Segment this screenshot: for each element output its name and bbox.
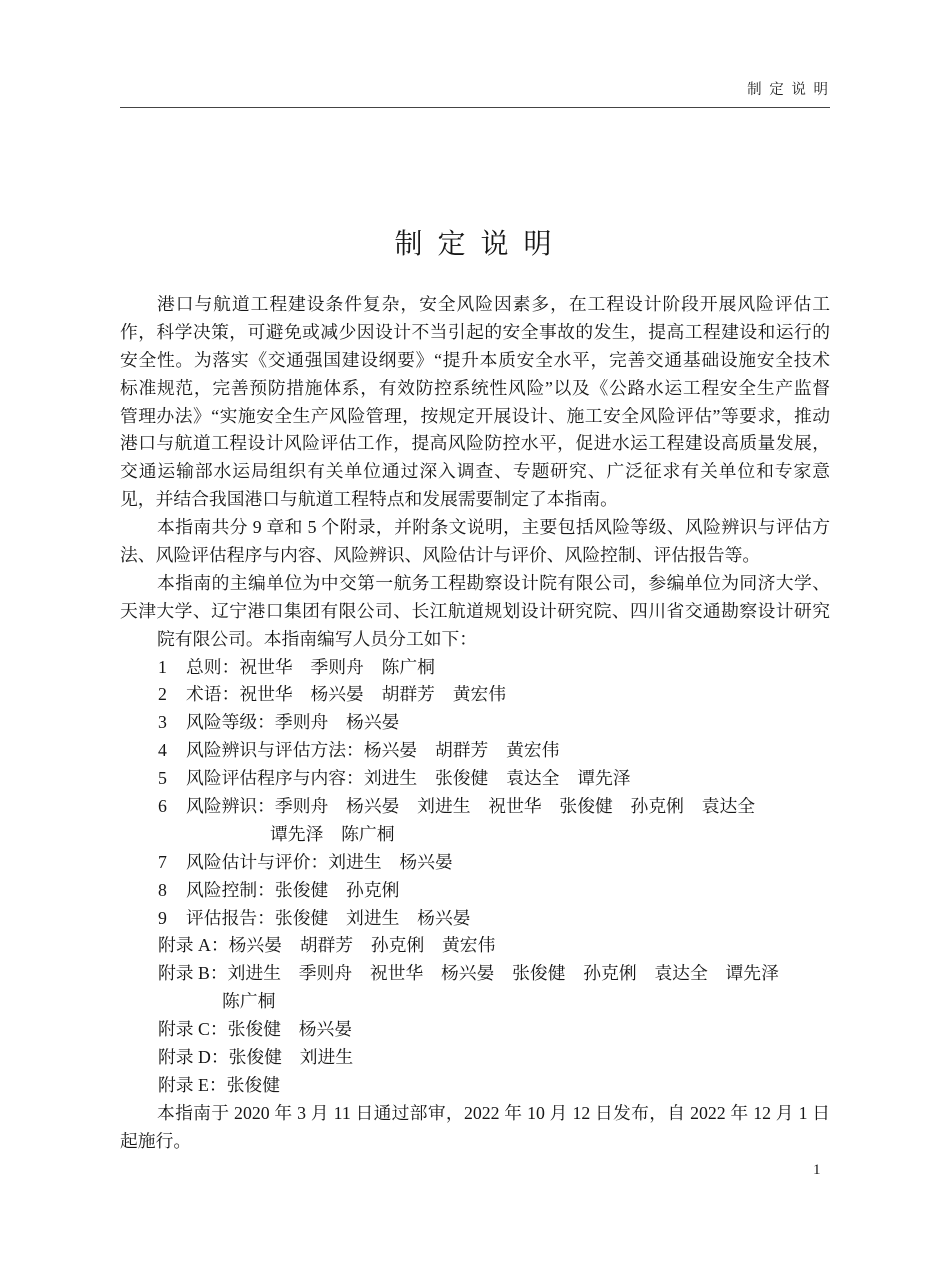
chapter-assignment: 风险评估程序与内容：刘进生 张俊健 袁达全 谭先泽 (186, 768, 631, 789)
paragraph-line: 交通运输部水运局组织有关单位通过深入调查、专题研究、广泛征求有关单位和专家意 (120, 461, 830, 482)
chapter-number: 9 (158, 907, 167, 928)
appendix-entry: 附录 A：杨兴晏 胡群芳 孙克俐 黄宏伟 (158, 935, 496, 956)
paragraph-line: 本指南于 2020 年 3 月 11 日通过部审，2022 年 10 月 12 日发布，自 2022 年 12 月 1 日 (157, 1102, 830, 1123)
chapter-number: 1 (158, 656, 167, 677)
paragraph-line: 起施行。 (120, 1130, 192, 1151)
chapter-entry (120, 905, 830, 933)
paragraph-line: 管理办法》“实施安全生产风险管理，按规定开展设计、施工安全风险评估”等要求，推动 (120, 405, 830, 426)
chapter-number: 3 (158, 712, 167, 733)
chapter-entry (120, 765, 830, 793)
paragraph-line: 本指南共分 9 章和 5 个附录，并附条文说明，主要包括风险等级、风险辨识与评估方 (157, 517, 830, 538)
chapter-assignment: 风险辨识与评估方法：杨兴晏 胡群芳 黄宏伟 (186, 740, 560, 761)
chapter-assignment: 风险控制：张俊健 孙克俐 (186, 879, 400, 900)
paragraph-line: 本指南的主编单位为中交第一航务工程勘察设计院有限公司，参编单位为同济大学、 (157, 572, 830, 593)
paragraph-line: 院有限公司。本指南编写人员分工如下： (157, 628, 478, 649)
chapter-assignment: 风险估计与评价：刘进生 杨兴晏 (186, 851, 453, 872)
chapter-assignment: 总则：祝世华 季则舟 陈广桐 (186, 656, 435, 677)
appendix-entry: 附录 D：张俊健 刘进生 (158, 1047, 354, 1068)
chapter-number: 6 (158, 796, 167, 817)
chapter-assignment-continuation: 谭先泽 陈广桐 (270, 823, 395, 844)
chapter-entry (120, 849, 830, 877)
chapter-number: 7 (158, 851, 167, 872)
chapter-number: 8 (158, 879, 167, 900)
chapter-number: 2 (158, 684, 167, 705)
paragraph-line: 见，并结合我国港口与航道工程特点和发展需要制定了本指南。 (120, 489, 618, 510)
chapter-entry (120, 709, 830, 737)
chapter-entry (120, 737, 830, 765)
page-number: 1 (813, 1162, 821, 1178)
paragraph-line: 安全性。为落实《交通强国建设纲要》“提升本质安全水平，完善交通基础设施安全技术 (120, 349, 830, 370)
appendix-assignment-continuation: 陈广桐 (222, 991, 276, 1012)
chapter-assignment: 风险辨识：季则舟 杨兴晏 刘进生 祝世华 张俊健 孙克俐 袁达全 (186, 796, 756, 817)
chapter-number: 5 (158, 768, 167, 789)
paragraph-line: 天津大学、辽宁港口集团有限公司、长江航道规划设计研究院、四川省交通勘察设计研究 (120, 600, 830, 621)
paragraph-line: 法、风险评估程序与内容、风险辨识、风险估计与评价、风险控制、评估报告等。 (120, 545, 761, 566)
paragraph-line: 港口与航道工程设计风险评估工作，提高风险防控水平，促进水运工程建设高质量发展， (120, 433, 830, 454)
page-title: 制 定 说 明 (394, 229, 556, 260)
paragraph-line: 港口与航道工程建设条件复杂，安全风险因素多，在工程设计阶段开展风险评估工 (157, 294, 830, 314)
body-text (120, 291, 830, 1156)
running-header: 制 定 说 明 (747, 82, 830, 98)
chapter-entry (120, 654, 830, 682)
appendix-entry: 附录 C：张俊健 杨兴晏 (158, 1019, 353, 1040)
chapter-number: 4 (158, 740, 167, 761)
appendix-entry: 附录 E：张俊健 (158, 1074, 280, 1095)
chapter-assignment: 评估报告：张俊健 刘进生 杨兴晏 (186, 907, 471, 928)
chapter-entry (120, 681, 830, 709)
appendix-entry: 附录 B：刘进生 季则舟 祝世华 杨兴晏 张俊健 孙克俐 袁达全 谭先泽 (158, 963, 779, 984)
chapter-assignment: 风险等级：季则舟 杨兴晏 (186, 712, 400, 733)
paragraph-line: 标准规范，完善预防措施体系，有效防控系统性风险”以及《公路水运工程安全生产监督 (120, 377, 830, 398)
paragraph-line: 作，科学决策，可避免或减少因设计不当引起的安全事故的发生，提高工程建设和运行的 (120, 321, 830, 342)
header-rule (120, 107, 830, 108)
chapter-entry (120, 793, 830, 821)
chapter-assignment: 术语：祝世华 杨兴晏 胡群芳 黄宏伟 (186, 684, 507, 705)
chapter-entry (120, 877, 830, 905)
